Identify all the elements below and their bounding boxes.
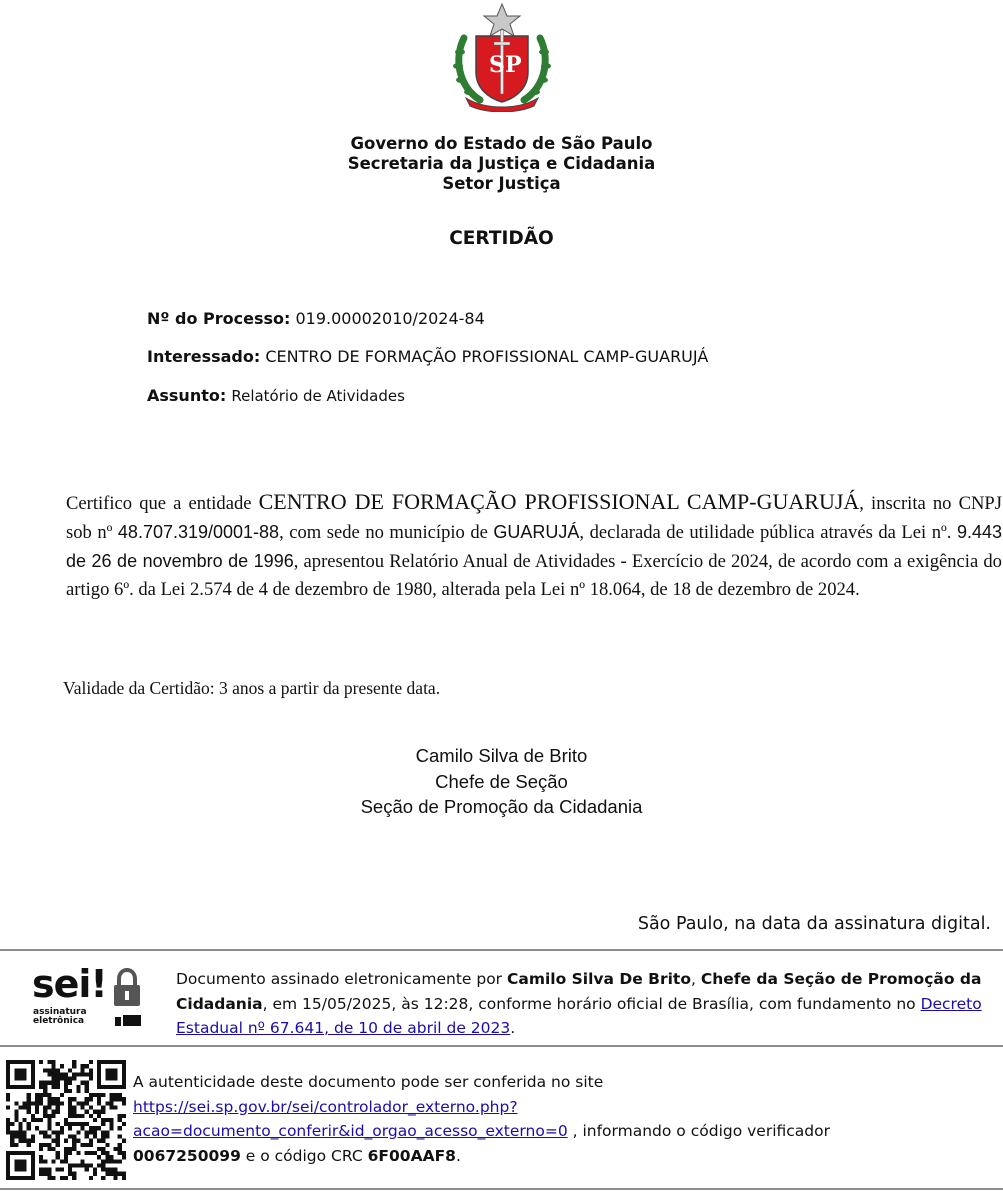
divider [0, 949, 1003, 951]
entity-name: CENTRO DE FORMAÇÃO PROFISSIONAL CAMP-GUARUJÁ [258, 489, 860, 514]
emblem-letter-s: S [489, 52, 505, 78]
document-title: CERTIDÃO [449, 228, 554, 249]
emblem-letter-p: P [505, 52, 522, 78]
interested-party-label: Interessado: [147, 347, 261, 366]
qr-code-icon [6, 1060, 126, 1180]
authenticity-notice [133, 1070, 993, 1168]
signer-block [0, 743, 1003, 820]
signature-mark-icon [115, 1014, 141, 1028]
process-number-row [147, 309, 485, 328]
city-name: GUARUJÁ [493, 522, 580, 542]
signer-unit: Seção de Promoção da Cidadania [360, 796, 643, 817]
sig-text-1: Documento assinado eletronicamente por [176, 970, 507, 988]
interested-party-value: CENTRO DE FORMAÇÃO PROFISSIONAL CAMP-GUARUJÁ [265, 347, 709, 366]
sig-text-2: , [691, 970, 701, 988]
verification-url-line-2[interactable]: acao=documento_conferir&id_orgao_acesso_externo=0 [133, 1122, 568, 1140]
process-number-value: 019.00002010/2024-84 [295, 309, 485, 328]
sig-signer-role: Chefe da Seção de Promoção da Cidadania [176, 970, 982, 1013]
issuing-authority [0, 134, 1003, 194]
electronic-signature-notice [176, 967, 996, 1041]
header-line-sector: Setor Justiça [442, 174, 561, 193]
body-text-5: , apresentou Relatório Anual de Atividades - Exercício de 2024, de acordo com a exigência do artigo 6º. da Lei 2.574 de 4 de dezembro de 1980, alterada pela Lei nº 18.064, de 18 de dezembro de 2024. [66, 551, 1002, 600]
verify-text-2: , informando o código verificador [567, 1122, 830, 1140]
sei-logo-word: sei! [32, 962, 107, 1006]
body-text-2: , inscrita no CNPJ sob nº [66, 493, 1002, 543]
sig-text-3: , em 15/05/2025, às 12:28, conforme horário oficial de Brasília, com fundamento no [262, 994, 921, 1013]
body-text-3: , com sede no município de [279, 522, 494, 543]
sao-paulo-coat-of-arms-icon [450, 2, 554, 112]
body-text-1: Certifico que a entidade [66, 493, 259, 514]
header-line-secretariat: Secretaria da Justiça e Cidadania [347, 154, 656, 173]
verify-text-1: A autenticidade deste documento pode ser conferida no site [133, 1073, 604, 1091]
divider [0, 1045, 1003, 1047]
verify-text-3: e o código CRC [240, 1146, 368, 1165]
process-number-label: Nº do Processo: [147, 309, 291, 328]
sei-logo-subtitle [33, 1008, 87, 1026]
interested-party-row [147, 347, 708, 366]
body-text-4: , declarada de utilidade pública através da Lei nº. [579, 522, 957, 543]
lock-icon [112, 968, 142, 1008]
certification-paragraph [66, 488, 1002, 604]
sig-text-4: . [510, 1019, 516, 1037]
signer-name: Camilo Silva de Brito [415, 745, 588, 766]
sei-logo-sub-1: assinatura [33, 1007, 87, 1017]
crc-code: 6F00AAF8 [367, 1146, 456, 1165]
decree-link[interactable]: Decreto Estadual nº 67.641, de 10 de abril de 2023 [176, 994, 982, 1037]
cnpj-number: 48.707.319/0001-88 [117, 522, 280, 542]
divider [0, 1188, 1003, 1190]
verify-text-4: . [455, 1146, 461, 1165]
sig-signer-name: Camilo Silva De Brito [506, 970, 691, 988]
sei-logo [30, 962, 145, 1034]
verification-code: 0067250099 [133, 1146, 241, 1165]
subject-value: Relatório de Atividades [231, 387, 405, 405]
law-reference: 9.443 de 26 de novembro de 1996 [66, 522, 1002, 571]
subject-label: Assunto: [147, 386, 227, 405]
sei-logo-sub-2: eletrônica [33, 1016, 85, 1026]
verification-url-line-1[interactable]: https://sei.sp.gov.br/sei/controlador_externo.php? [133, 1097, 518, 1116]
place-and-date: São Paulo, na data da assinatura digital. [637, 914, 991, 934]
header-line-government: Governo do Estado de São Paulo [350, 134, 653, 153]
signer-role: Chefe de Seção [435, 770, 568, 792]
subject-row [147, 386, 405, 405]
validity-statement: Validade da Certidão: 3 anos a partir da presente data. [63, 678, 441, 698]
